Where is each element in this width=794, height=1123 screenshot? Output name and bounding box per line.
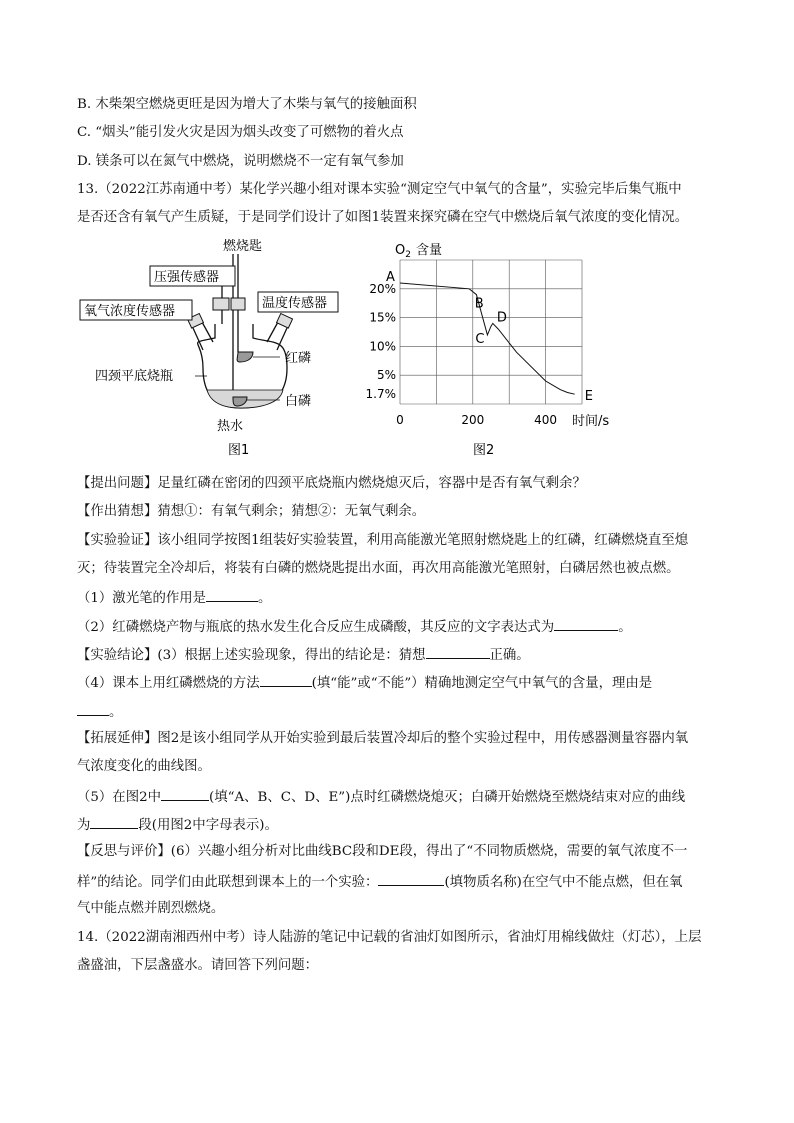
para-verify-2: 灭；待装置完全冷却后，将装有白磷的燃烧匙提出水面，再次用高能激光笔照射，白磷居然也被点燃。 [77,561,680,576]
y-axis-label: $O_2$ 含量 [395,243,442,260]
x-tick-label: 0 [396,413,404,427]
question-13-line1: 13.（2022江苏南通中考）某化学兴趣小组对课本实验“测定空气中氧气的含量”，实验完毕后集气瓶中 [77,182,682,197]
answer-blank-5b[interactable] [90,814,138,829]
point-label-d: D [496,310,507,326]
sub-question-6-line3: 气中能点燃并剧烈燃烧。 [77,901,225,916]
point-label-b: B [474,296,484,312]
figure-2-chart [360,232,620,460]
label-spoon: 燃烧匙 [223,239,263,254]
answer-blank-5a[interactable] [161,786,209,801]
para-extend-2: 气浓度变化的曲线图。 [77,759,211,774]
para-extend-1: 【拓展延伸】图2是该小组同学从开始实验到最后装置冷却后的整个实验过程中，用传感器测量容器内氧 [77,731,689,746]
answer-blank-1[interactable] [206,587,258,602]
y-tick-label: 20% [369,281,396,296]
point-label-a: A [386,270,395,286]
figure-1-apparatus [75,232,375,460]
y-tick-label: 15% [369,310,396,325]
red-phosphorus-spoon [237,352,253,362]
sub-question-4-cont: 。 [77,701,122,723]
point-label-e: E [584,389,593,405]
label-hot-water: 热水 [217,419,244,434]
sub-question-6-line2: 样”的结论。同学们由此联想到课本上的一个实验： (填物质名称)在空气中不能点燃，但在氧 [77,871,683,893]
answer-blank-3[interactable] [426,644,490,659]
y-tick-label: 10% [369,339,396,354]
option-b: B. 木柴架空燃烧更旺是因为增大了木柴与氧气的接触面积 [77,97,417,112]
answer-blank-6[interactable] [378,871,444,886]
para-verify-1: 【实验验证】该小组同学按图1组装好实验装置，利用高能激光笔照射燃烧匙上的红磷，红磷燃烧直至熄 [77,533,689,548]
x-axis-label: 时间/s [572,414,610,429]
answer-blank-4a[interactable] [260,672,312,687]
label-pressure-sensor: 压强传感器 [154,270,220,285]
y-tick-label: 5% [376,368,396,383]
sub-question-1: （1）激光笔的作用是 。 [77,587,271,609]
sub-question-6-line1: 【反思与评价】(6）兴趣小组分析对比曲线BC段和DE段，得出了“不同物质燃烧，需要的氧气浓度不一 [77,844,688,859]
sub-question-3: 【实验结论】(3）根据上述实验现象，得出的结论是：猜想 正确。 [77,644,530,666]
answer-blank-4b[interactable] [77,701,109,716]
figure-1-caption: 图1 [228,443,250,458]
option-d: D. 镁条可以在氮气中燃烧，说明燃烧不一定有氧气参加 [77,154,404,169]
figure-2-caption: 图2 [473,443,495,458]
pressure-stopper [213,298,229,310]
label-red-phosphorus: 红磷 [285,351,312,366]
sub-question-5: （5）在图2中 (填“A、B、C、D、E”)点时红磷燃烧熄灭；白磷开始燃烧至燃烧结束对应的曲线 [77,786,685,808]
question-14-line2: 盏盛油，下层盏盛水。请回答下列问题： [77,958,319,973]
point-label-c: C [475,331,485,347]
option-c: C. “烟头”能引发火灾是因为烟头改变了可燃物的着火点 [77,125,404,140]
para-guess: 【作出猜想】猜想①：有氧气剩余；猜想②：无氧气剩余。 [77,504,426,519]
y-tick-label: 1.7% [365,387,396,402]
sub-question-2: （2）红磷燃烧产物与瓶底的热水发生化合反应生成磷酸，其反应的文字表达式为 。 [77,616,632,638]
label-flask: 四颈平底烧瓶 [95,369,174,384]
label-white-phosphorus: 白磷 [285,394,312,409]
sub-question-4: （4）课本上用红磷燃烧的方法 (填“能”或“不能”）精确地测定空气中氧气的含量，理由是 [77,672,652,694]
label-temperature-sensor: 温度传感器 [262,296,328,311]
question-13-line2: 是否还含有氧气产生质疑，于是同学们设计了如图1装置来探究磷在空气中燃烧后氧气浓度的变化情况。 [77,210,689,225]
question-14-line1: 14.（2022湖南湘西州中考）诗人陆游的笔记中记载的省油灯如图所示，省油灯用棉线做炷（灯芯），上层 [77,930,702,945]
label-oxygen-sensor: 氧气浓度传感器 [84,304,176,319]
sub-question-5-cont: 为 段(用图2中字母表示)。 [77,814,278,836]
x-tick-label: 400 [534,413,558,427]
x-tick-label: 200 [461,413,485,427]
para-question: 【提出问题】足量红磷在密闭的四颈平底烧瓶内燃烧熄灭后，容器中是否有氧气剩余？ [77,476,586,491]
answer-blank-2[interactable] [554,616,618,631]
oxygen-curve [400,283,575,394]
